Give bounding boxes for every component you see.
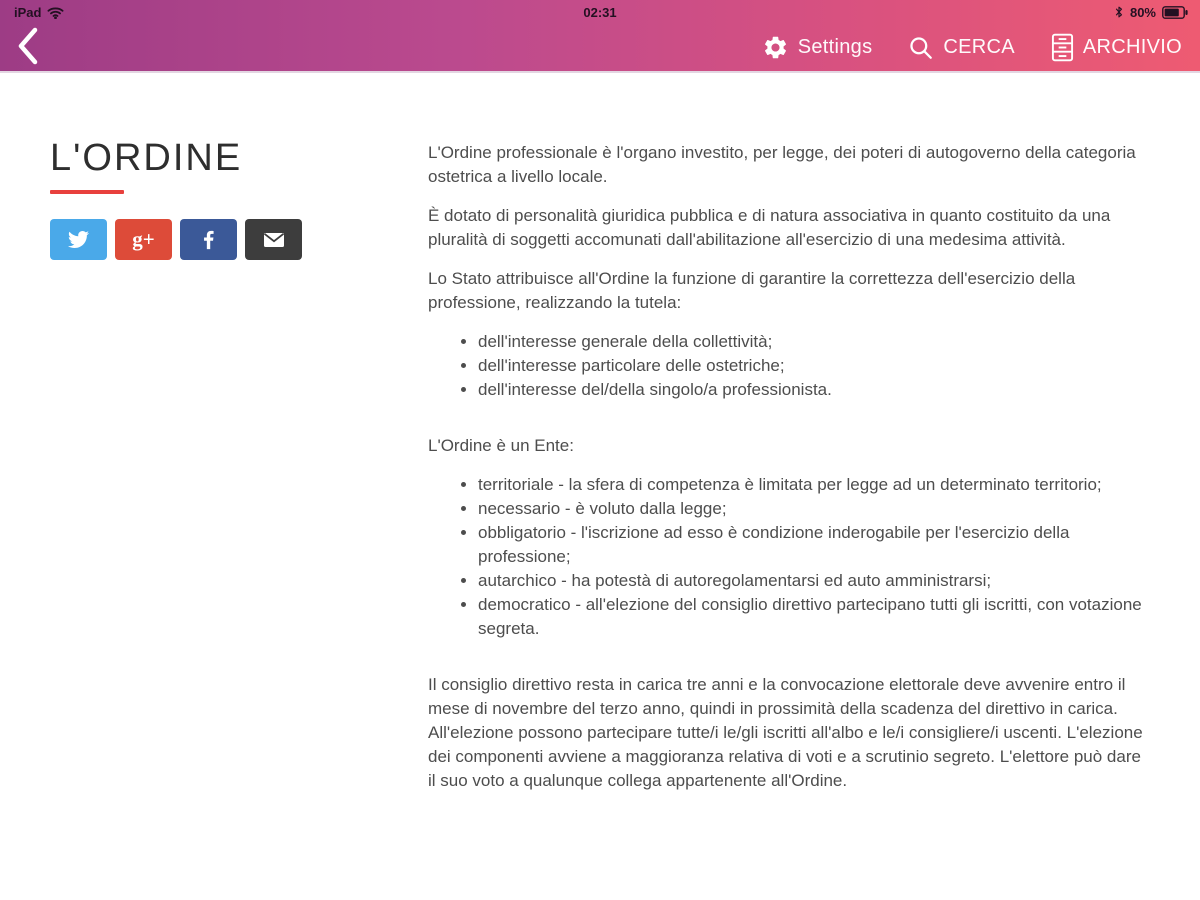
share-buttons bbox=[50, 219, 428, 260]
facebook-f-icon bbox=[198, 229, 220, 251]
search-button[interactable] bbox=[908, 35, 1015, 61]
paragraph: Lo Stato attribuisce all'Ordine la funzione di garantire la correttezza dell'esercizio della professione, realizzando la tutela: bbox=[428, 269, 1076, 312]
page-title: L'ORDINE bbox=[50, 137, 243, 179]
bullet-item: • autarchico - ha potestà di autoregolamentarsi ed auto amministrarsi; bbox=[478, 569, 1144, 593]
envelope-icon bbox=[262, 230, 286, 250]
bullet-item: • dell'interesse generale della collettività; bbox=[478, 330, 1144, 354]
chevron-left-icon bbox=[14, 26, 41, 66]
status-bar bbox=[0, 0, 1200, 22]
google-plus-icon: g+ bbox=[132, 227, 155, 251]
carrier-label: iPad bbox=[14, 4, 42, 20]
share-googleplus-button[interactable] bbox=[115, 219, 172, 260]
sidebar bbox=[50, 139, 428, 808]
paragraph: L'Ordine è un Ente: bbox=[428, 436, 574, 455]
bullet-item: • necessario - è voluto dalla legge; bbox=[478, 497, 1144, 521]
drawer-cabinet-icon bbox=[1051, 33, 1074, 62]
clock: 02:31 bbox=[583, 4, 617, 20]
gear-icon bbox=[762, 34, 789, 61]
back-button[interactable] bbox=[14, 26, 41, 66]
paragraph: È dotato di personalità giuridica pubblica e di natura associativa in quanto costituito da una pluralità di soggetti accomunati dall'abilitazione all'esercizio di una medesima attività. bbox=[428, 206, 1111, 249]
bullet-list bbox=[428, 330, 1144, 402]
bullet-item: • territoriale - la sfera di competenza è limitata per legge ad un determinato territorio; bbox=[478, 473, 1144, 497]
share-facebook-button[interactable] bbox=[180, 219, 237, 260]
title-underline bbox=[50, 190, 124, 194]
bullet-list bbox=[428, 473, 1144, 641]
settings-label: Settings bbox=[797, 36, 873, 58]
archive-label: ARCHIVIO bbox=[1082, 36, 1182, 58]
share-email-button[interactable] bbox=[245, 219, 302, 260]
app-header bbox=[0, 0, 1200, 73]
twitter-bird-icon bbox=[68, 229, 89, 250]
share-twitter-button[interactable] bbox=[50, 219, 107, 260]
paragraph: Il consiglio direttivo resta in carica tre anni e la convocazione elettorale deve avvenire entro il mese di novembre del terzo anno, quindi in prossimità della scadenza del direttivo in carica. All'elezione possono partecipare tutte/i le/gli iscritti all'albo e le/i consigliere/i uscenti. L'elezione dei componenti avviene a maggioranza relativa di voti e a scrutinio segreto. L'elettore può dare il suo voto a qualunque collega appartenente all'Ordine. bbox=[428, 675, 1143, 790]
bullet-item: • democratico - all'elezione del consiglio direttivo partecipano tutti gli iscritti, con votazione segreta. bbox=[478, 593, 1144, 641]
nav-bar bbox=[0, 22, 1200, 73]
settings-button[interactable] bbox=[762, 34, 873, 61]
bullet-item: • obbligatorio - l'iscrizione ad esso è condizione inderogabile per l'esercizio della professione; bbox=[478, 521, 1144, 569]
bullet-item: • dell'interesse del/della singolo/a professionista. bbox=[478, 378, 1144, 402]
article bbox=[428, 139, 1144, 808]
battery-percent-label: 80% bbox=[1129, 4, 1156, 20]
search-label: CERCA bbox=[943, 36, 1015, 58]
bullet-item: • dell'interesse particolare delle ostetriche; bbox=[478, 354, 1144, 378]
magnifier-icon bbox=[908, 35, 934, 61]
main-content bbox=[0, 73, 1200, 808]
paragraph: L'Ordine professionale è l'organo investito, per legge, dei poteri di autogoverno della categoria ostetrica a livello locale. bbox=[428, 143, 1136, 186]
archive-button[interactable] bbox=[1051, 33, 1182, 62]
